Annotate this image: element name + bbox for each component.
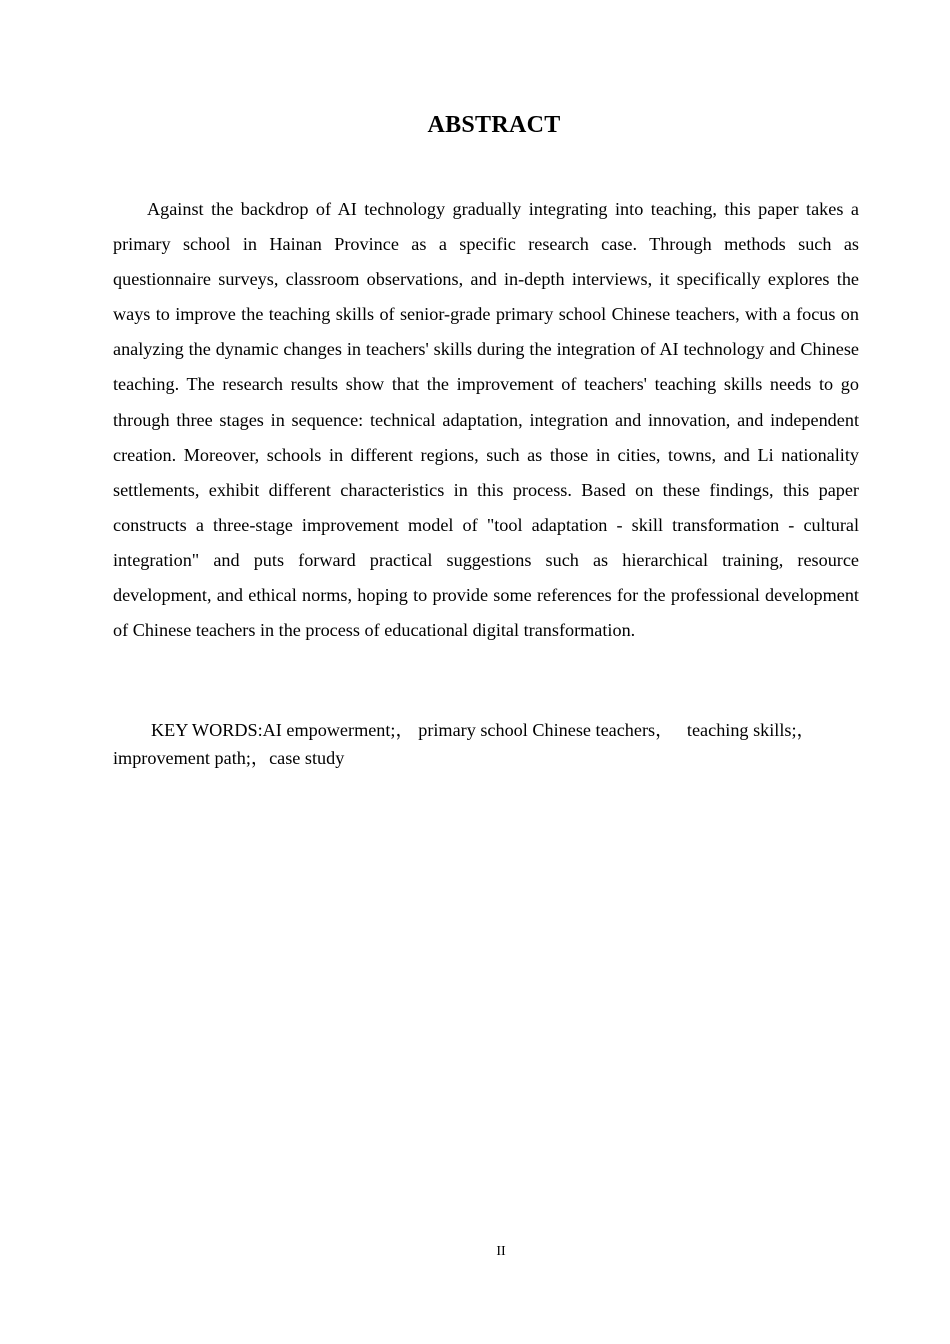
keyword-item: case study <box>269 748 345 768</box>
keyword-item: AI empowerment;， <box>262 720 414 740</box>
keyword-item: teaching skills;， <box>686 720 815 740</box>
page-number: II <box>496 1244 506 1259</box>
keyword-item: improvement path;， <box>113 748 270 768</box>
keywords-label: KEY WORDS: <box>151 720 263 740</box>
abstract-title: ABSTRACT <box>427 112 561 138</box>
keywords-section <box>113 716 859 772</box>
keyword-item: primary school Chinese teachers， <box>418 720 674 740</box>
abstract-paragraph: Against the backdrop of AI technology gradually integrating into teaching, this paper takes a primary school in Hainan Province as a specific research case. Through methods such as questionnaire surveys, classroom observations, and in-depth interviews, it specifically explores the ways to improve the teaching skills of senior-grade primary school Chinese teachers, with a focus on analyzing the dynamic changes in teachers' skills during the integration of AI technology and Chinese teaching. The research results show that the improvement of teachers' teaching skills needs to go through three stages in sequence: technical adaptation, integration and innovation, and independent creation. Moreover, schools in different regions, such as those in cities, towns, and Li nationality settlements, exhibit different characteristics in this process. Based on these findings, this paper constructs a three-stage improvement model of "tool adaptation - skill transformation - cultural integration" and puts forward practical suggestions such as hierarchical training, resource development, and ethical norms, hoping to provide some references for the professional development of Chinese teachers in the process of educational digital transformation. <box>113 199 859 641</box>
